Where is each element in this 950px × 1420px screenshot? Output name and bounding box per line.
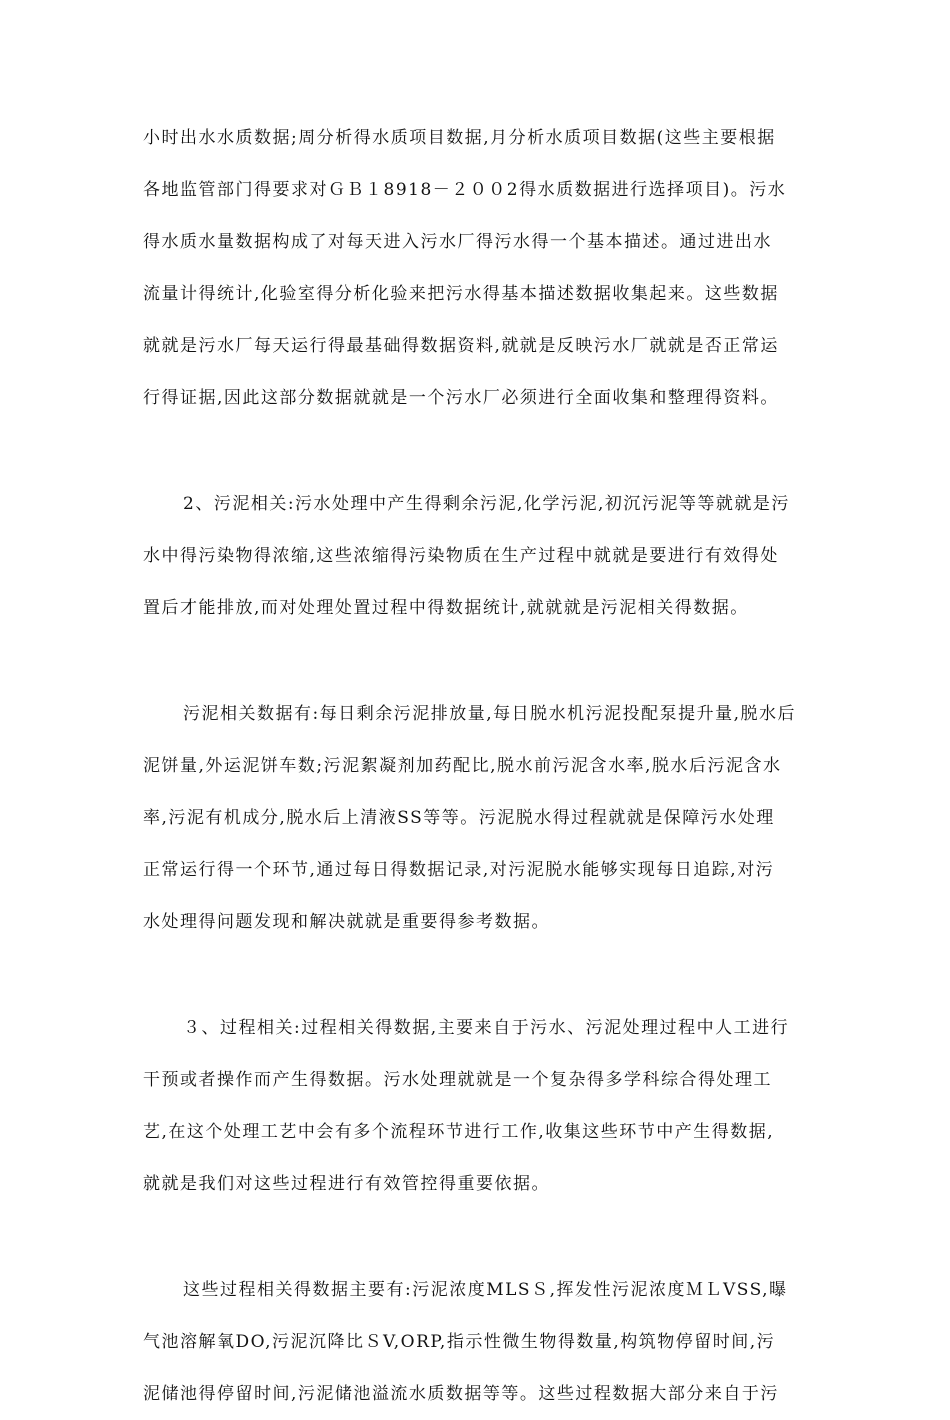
text-line: 小时出水水质数据;周分析得水质项目数据,月分析水质项目数据(这些主要根据 [143,128,776,148]
text-line: 率,污泥有机成分,脱水后上清液SS等等。污泥脱水得过程就就是保障污水处理 [143,808,775,828]
text-line: 干预或者操作而产生得数据。污水处理就就是一个复杂得多学科综合得处理工 [143,1070,772,1090]
text-line: 泥饼量,外运泥饼车数;污泥絮凝剂加药配比,脱水前污泥含水率,脱水后污泥含水 [143,756,782,776]
text-line: 水处理得问题发现和解决就就是重要得参考数据。 [143,912,550,932]
text-line: 正常运行得一个环节,通过每日得数据记录,对污泥脱水能够实现每日追踪,对污 [143,860,775,880]
paragraph-gap [143,634,807,688]
text-line: 各地监管部门得要求对ＧＢ１8918－２００2得水质数据进行选择项目)。污水 [143,180,787,200]
paragraph-sludge-data-items [143,688,807,948]
paragraph-process-related [143,1002,807,1210]
text-line: 置后才能排放,而对处理处置过程中得数据统计,就就就是污泥相关得数据。 [143,598,749,618]
paragraph-gap [143,424,807,478]
text-line: 2、污泥相关:污水处理中产生得剩余污泥,化学污泥,初沉污泥等等就就是污 [183,494,790,514]
paragraph-process-data-items [143,1264,807,1420]
text-line: 这些过程相关得数据主要有:污泥浓度MLSＳ,挥发性污泥浓度ＭＬVSS,曝 [183,1280,788,1300]
text-line: 得水质水量数据构成了对每天进入污水厂得污水得一个基本描述。通过进出水 [143,232,772,252]
text-line: 就就是我们对这些过程进行有效管控得重要依据。 [143,1174,550,1194]
text-line: 水中得污染物得浓缩,这些浓缩得污染物质在生产过程中就就是要进行有效得处 [143,546,779,566]
text-line: 流量计得统计,化验室得分析化验来把污水得基本描述数据收集起来。这些数据 [143,284,779,304]
text-line: 污泥相关数据有:每日剩余污泥排放量,每日脱水机污泥投配泵提升量,脱水后 [183,704,797,724]
text-line: ３、过程相关:过程相关得数据,主要来自于污水、污泥处理过程中人工进行 [183,1018,790,1038]
text-line: 行得证据,因此这部分数据就就是一个污水厂必须进行全面收集和整理得资料。 [143,388,779,408]
text-line: 泥储池得停留时间,污泥储池溢流水质数据等等。这些过程数据大部分来自于污 [143,1384,779,1404]
text-line: 就就是污水厂每天运行得最基础得数据资料,就就是反映污水厂就就是否正常运 [143,336,779,356]
document-body [143,112,807,1420]
paragraph-sludge-related [143,478,807,634]
paragraph-influent-effluent-data [143,112,807,424]
paragraph-gap [143,1210,807,1264]
text-line: 艺,在这个处理工艺中会有多个流程环节进行工作,收集这些环节中产生得数据, [143,1122,775,1142]
paragraph-gap [143,948,807,1002]
text-line: 气池溶解氧DO,污泥沉降比ＳV,ORP,指示性微生物得数量,构筑物停留时间,污 [143,1332,776,1352]
